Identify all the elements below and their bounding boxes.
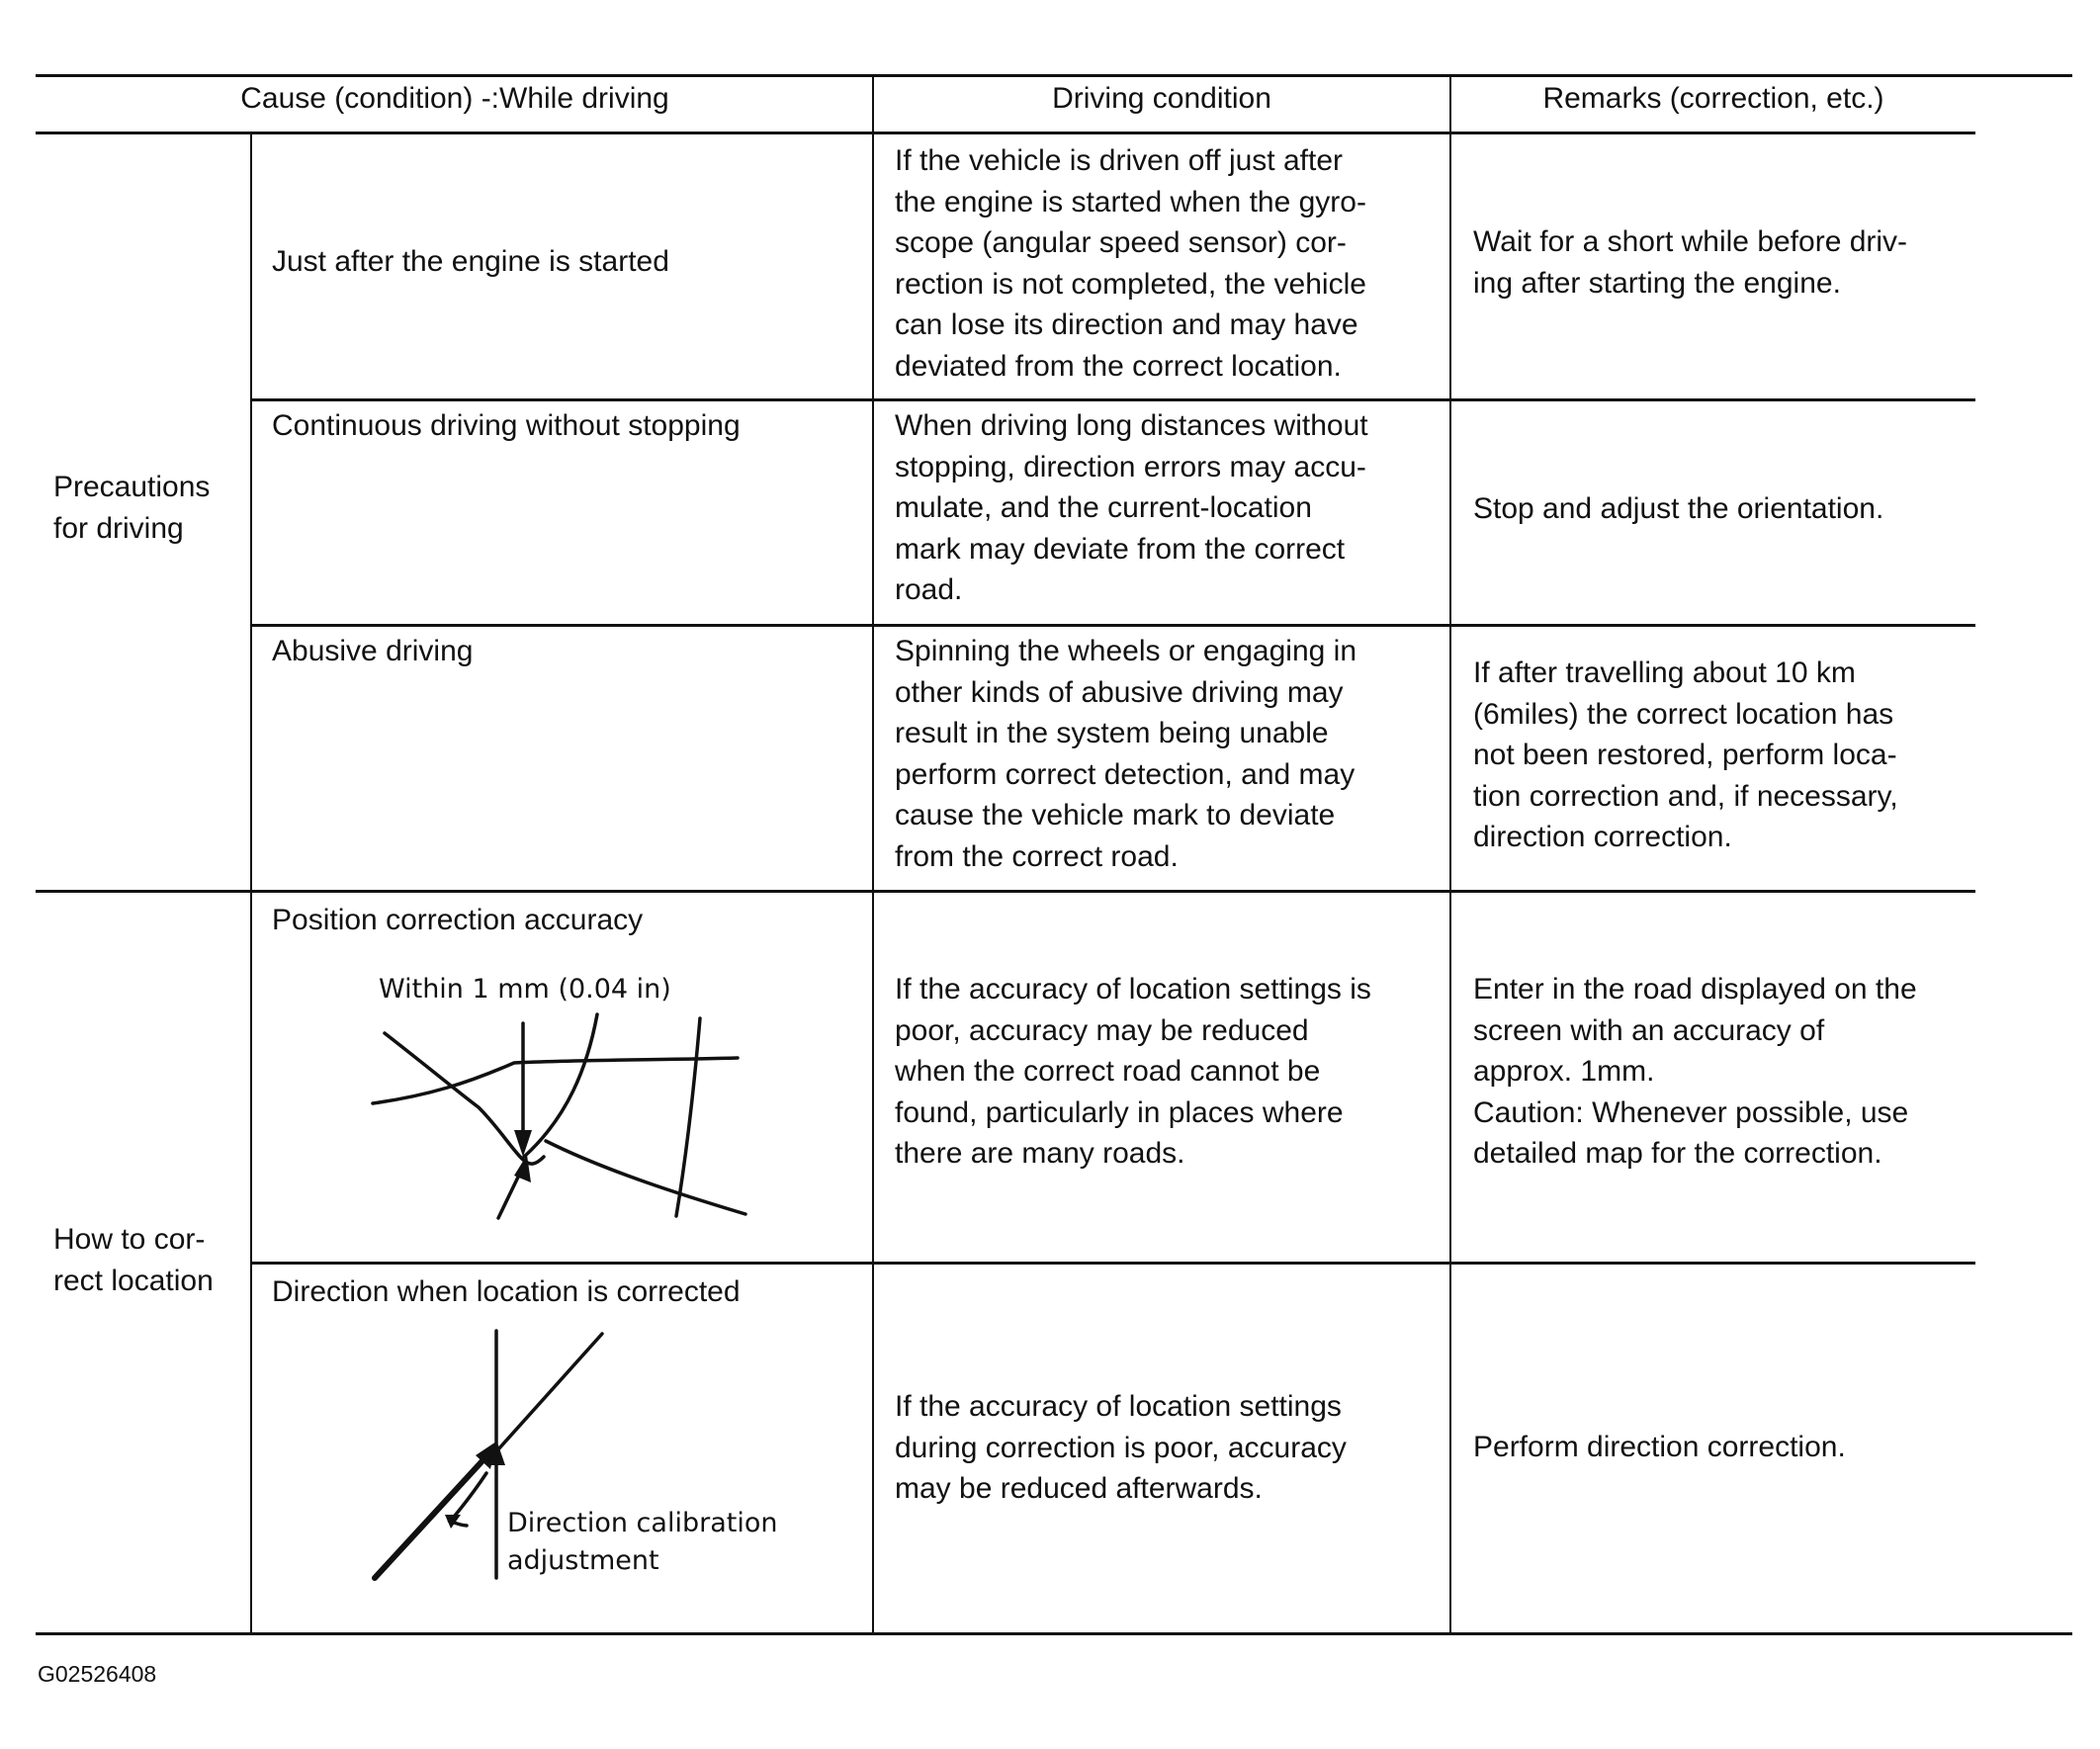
group-label-location: How to cor- rect location — [53, 1223, 214, 1297]
group-label-precautions: Precautions for driving — [53, 471, 211, 545]
direction-figure-label: Direction calibration adjustment — [507, 1508, 778, 1576]
row4-remarks: Enter in the road displayed on the screen with an accuracy of approx. 1mm. Caution: Whenever possible, use detailed map for the correction. — [1473, 973, 1917, 1170]
corrected-direction-line — [498, 1334, 602, 1449]
col-rule-remarks — [1449, 76, 1451, 1633]
road-line-e — [676, 1018, 700, 1216]
row2-cause: Continuous driving without stopping — [272, 409, 741, 442]
header-driving-condition: Driving condition — [1052, 82, 1271, 115]
group-rule — [36, 890, 1975, 893]
position-correction-diagram — [251, 1008, 872, 1262]
row3-condition: Spinning the wheels or engaging in other kinds of abusive driving may result in the system being unable perform correct detection, and may cause the vehicle mark to deviate from the correct road. — [895, 635, 1357, 873]
row-rule-2 — [251, 624, 1975, 627]
row2-remarks: Stop and adjust the orientation. — [1473, 492, 1884, 525]
row-rule-1 — [251, 398, 1975, 401]
row4-condition: If the accuracy of location settings is poor, accuracy may be reduced when the correct road cannot be found, particularly in places where there are many roads. — [895, 973, 1371, 1170]
arc-arrowhead — [445, 1515, 461, 1529]
col-rule-driving — [872, 76, 874, 1633]
road-line-c — [524, 1014, 597, 1157]
road-line-b — [373, 1058, 738, 1103]
vehicle-direction-line — [375, 1454, 488, 1578]
row5-remarks: Perform direction correction. — [1473, 1431, 1846, 1463]
row1-condition: If the vehicle is driven off just after the engine is started when the gyro- scope (angular speed sensor) cor- rection is not completed, the vehicle can lose its direction and may have deviated from the correct location. — [895, 144, 1366, 383]
row4-cause: Position correction accuracy — [272, 904, 644, 936]
row2-condition: When driving long distances without stopping, direction errors may accu- mulate, and the current-location mark may deviate from the correct road. — [895, 409, 1368, 606]
header-cause: Cause (condition) -:While driving — [240, 82, 669, 115]
table-top-rule — [36, 74, 2072, 77]
row1-cause: Just after the engine is started — [272, 245, 669, 278]
road-line-d — [546, 1141, 745, 1214]
row3-cause: Abusive driving — [272, 635, 474, 667]
row5-condition: If the accuracy of location settings during correction is poor, accuracy may be reduced afterwards. — [895, 1390, 1347, 1505]
figure-code: G02526408 — [38, 1661, 157, 1687]
header-remarks: Remarks (correction, etc.) — [1542, 82, 1884, 115]
row1-remarks: Wait for a short while before driv- ing after starting the engine. — [1473, 225, 1908, 300]
table-bottom-rule — [36, 1632, 2072, 1635]
row5-cause: Direction when location is corrected — [272, 1275, 741, 1308]
row3-remarks: If after travelling about 10 km (6miles) the correct location has not been restored, perform loca- tion correction and, if necessary, direction correction. — [1473, 656, 1898, 853]
position-figure-label: Within 1 mm (0.04 in) — [379, 974, 671, 1005]
header-bottom-rule — [36, 131, 1975, 134]
